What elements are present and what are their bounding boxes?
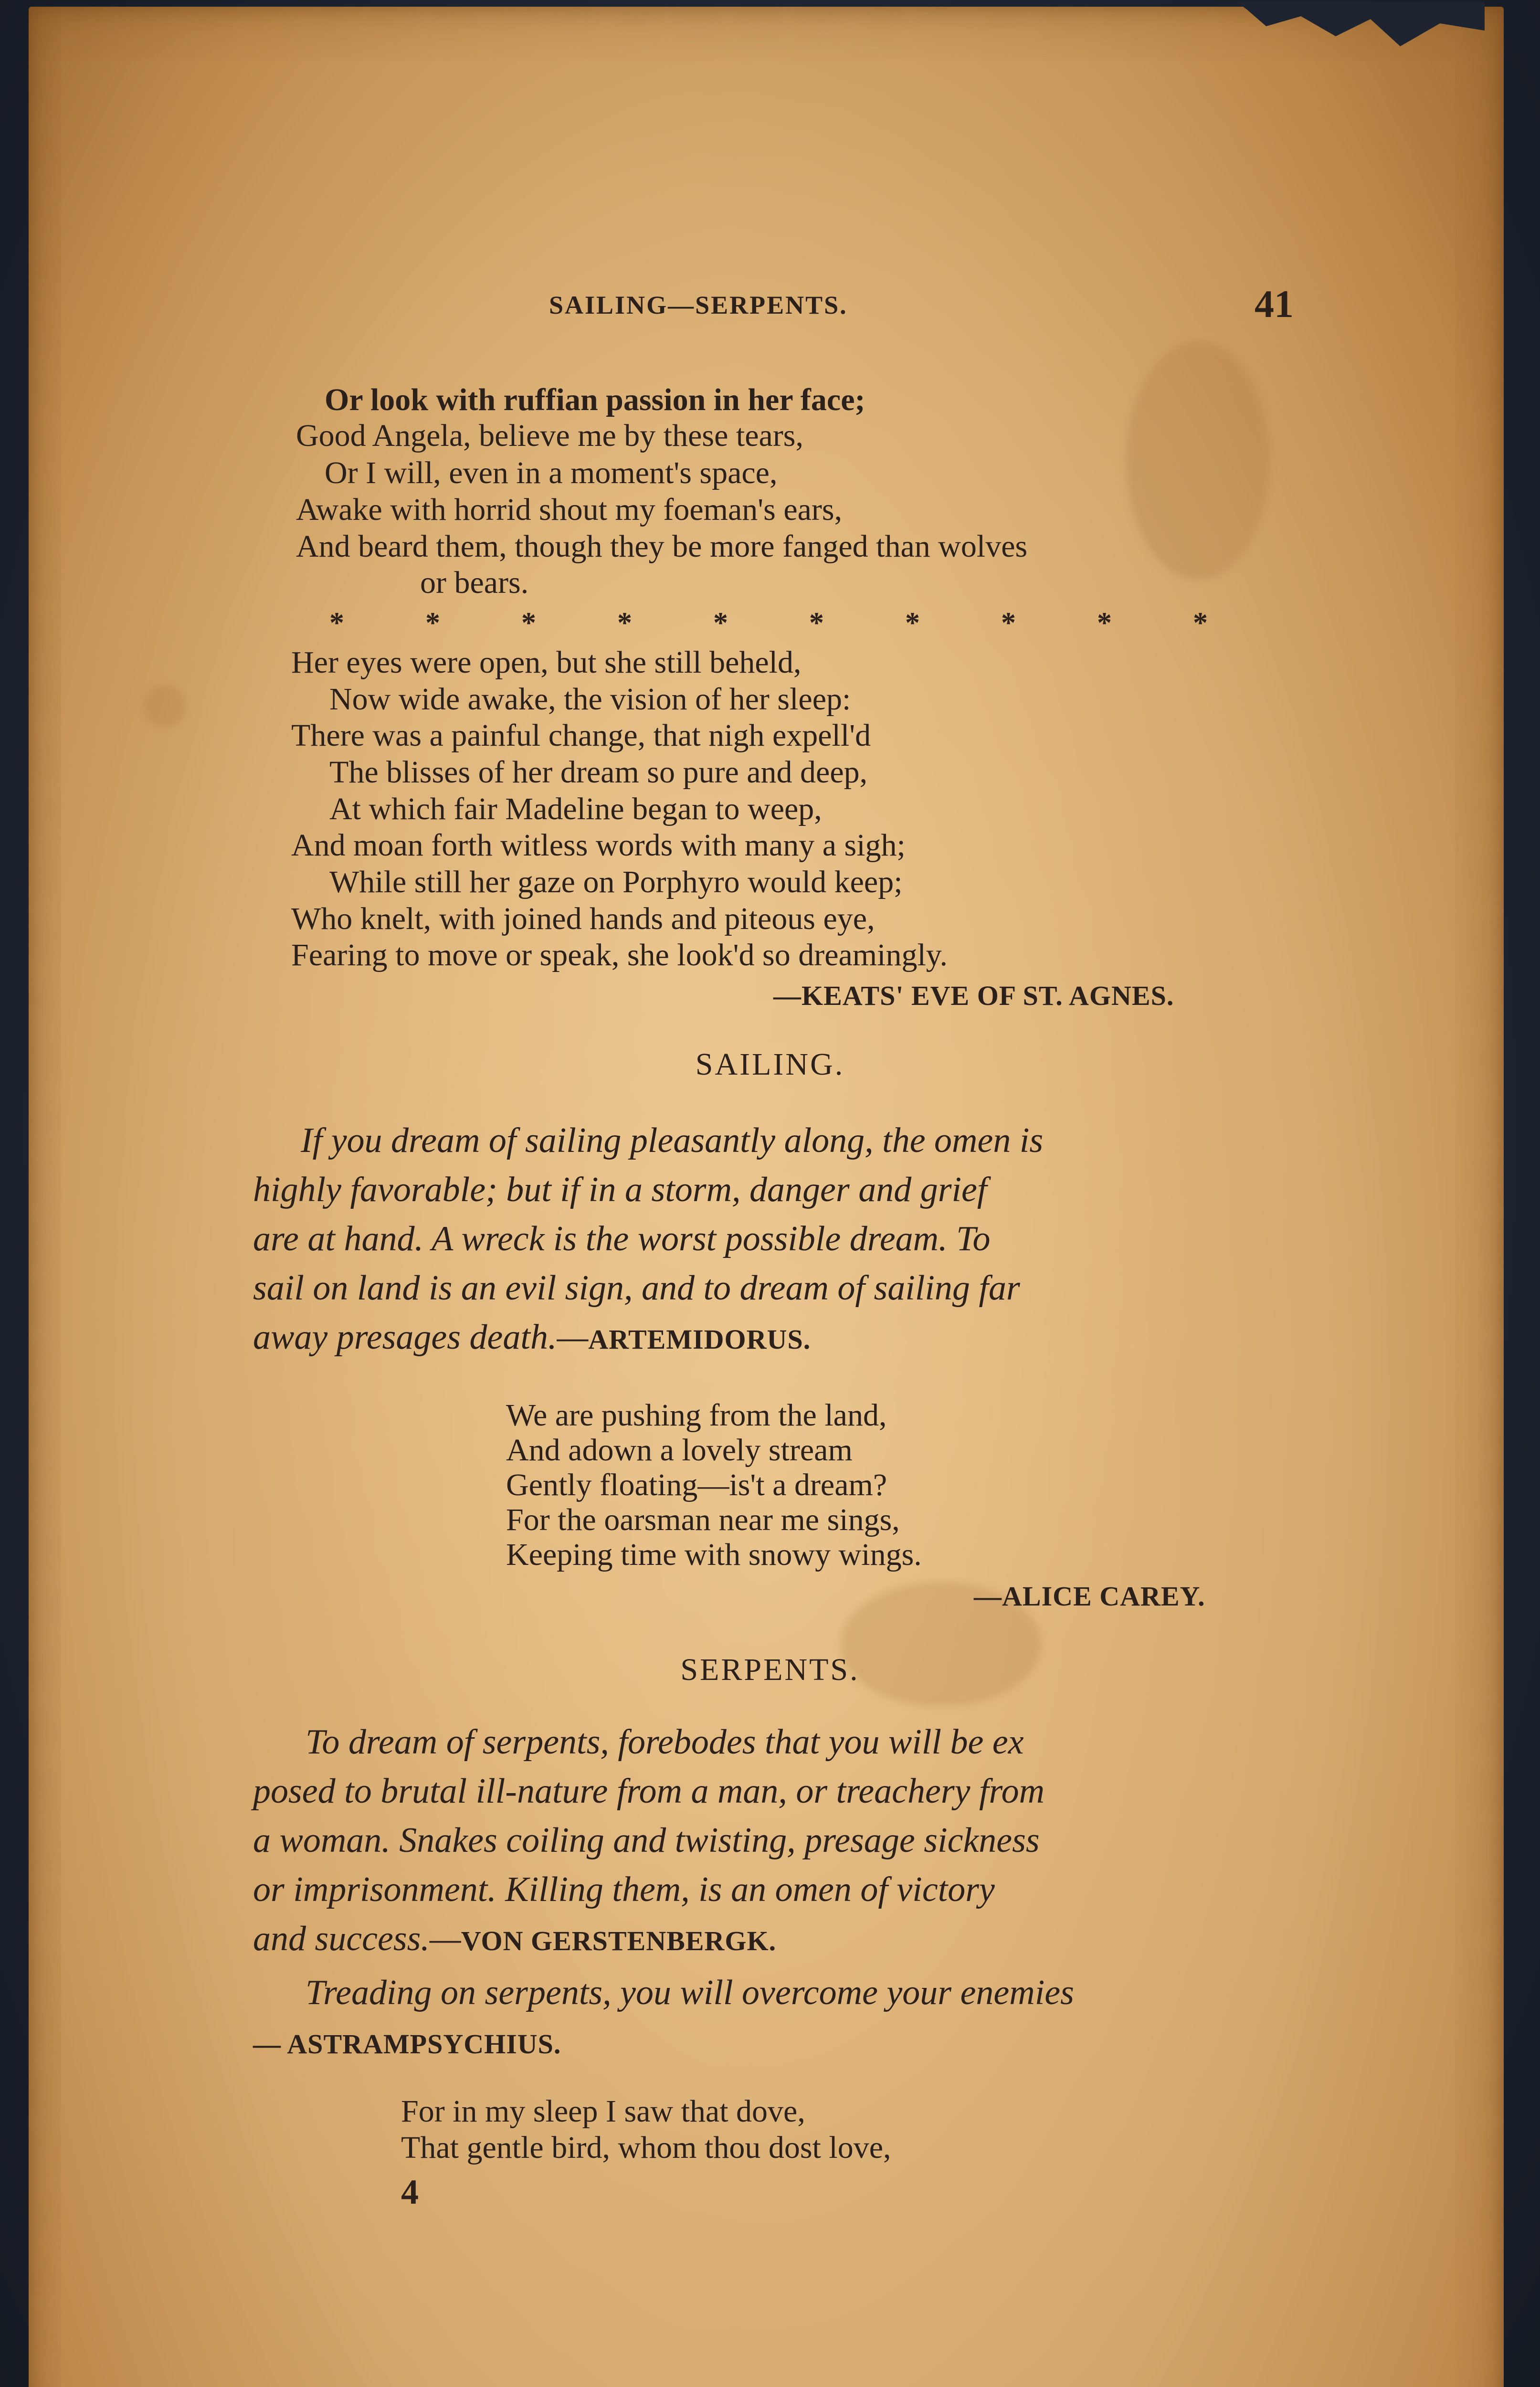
poem-line: Fearing to move or speak, she look'd so dreamingly.	[291, 940, 948, 971]
asterisk: *	[1001, 606, 1016, 640]
section-title-sailing: SAILING.	[0, 1046, 1540, 1083]
prose-line: sail on land is an evil sign, and to dream of sailing far	[253, 1270, 1020, 1306]
author-name: — ASTRAMPSYCHIUS.	[253, 2028, 561, 2060]
asterisk: *	[617, 606, 632, 640]
section-title-serpents: SERPENTS.	[0, 1652, 1540, 1688]
poem-line: And beard them, though they be more fanged than wolves	[296, 531, 1027, 562]
prose-line: To dream of serpents, forebodes that you will be ex	[306, 1724, 1024, 1760]
poem-line: For the oarsman near me sings,	[506, 1504, 900, 1536]
poem-line: Keeping time with snowy wings.	[506, 1539, 922, 1571]
author-name: VON GERSTENBERGK.	[461, 1925, 776, 1956]
prose-line: or imprisonment. Killing them, is an omen of victory	[253, 1872, 995, 1907]
asterisk: *	[521, 606, 536, 640]
poem-line: While still her gaze on Porphyro would keep;	[329, 866, 903, 898]
poem-line: Who knelt, with joined hands and piteous eye,	[291, 903, 875, 935]
poem-line: Her eyes were open, but she still beheld,	[291, 647, 802, 678]
asterisk: *	[809, 606, 824, 640]
carey-attribution: —ALICE CAREY.	[974, 1580, 1205, 1612]
signature-mark: 4	[401, 2172, 419, 2213]
poem-line: At which fair Madeline began to weep,	[329, 793, 822, 825]
poem-line: Good Angela, believe me by these tears,	[296, 420, 803, 452]
asterisk: *	[1097, 606, 1112, 640]
prose-line: Treading on serpents, you will overcome your enemies	[306, 1975, 1074, 2010]
author-name: ARTEMIDORUS.	[588, 1324, 811, 1355]
poem-line: We are pushing from the land,	[506, 1400, 886, 1431]
page-number: 41	[1255, 282, 1294, 327]
poem-line: And adown a lovely stream	[506, 1435, 853, 1466]
running-head: SAILING—SERPENTS.	[549, 290, 848, 320]
asterisk: *	[329, 606, 344, 640]
poem-line: There was a painful change, that nigh expell'd	[291, 720, 871, 751]
poem-line: The blisses of her dream so pure and deep,	[329, 757, 867, 788]
poem-line: Now wide awake, the vision of her sleep:	[329, 684, 851, 715]
poem-line: or bears.	[420, 567, 528, 599]
prose-line: posed to brutal ill-nature from a man, or treachery from	[253, 1774, 1044, 1809]
asterisk: *	[1193, 606, 1208, 640]
poem-line: Gently floating—is't a dream?	[506, 1469, 887, 1501]
asterisk: *	[425, 606, 440, 640]
prose-line: If you dream of sailing pleasantly along, the omen is	[301, 1123, 1043, 1158]
asterisk: *	[713, 606, 728, 640]
poem-line: Or look with ruffian passion in her face;	[325, 384, 865, 416]
poem-line: Or I will, even in a moment's space,	[325, 457, 777, 489]
asterisk: *	[905, 606, 920, 640]
poem-line: That gentle bird, whom thou dost love,	[401, 2132, 891, 2164]
keats-attribution: —KEATS' EVE OF ST. AGNES.	[773, 980, 1174, 1012]
poem-line: For in my sleep I saw that dove,	[401, 2096, 805, 2127]
prose-text: away presages death.—	[253, 1318, 588, 1357]
prose-text: and success.—	[253, 1919, 461, 1958]
prose-line: are at hand. A wreck is the worst possible dream. To	[253, 1221, 990, 1257]
poem-line: And moan forth witless words with many a sigh;	[291, 830, 906, 861]
poem-line: Awake with horrid shout my foeman's ears,	[296, 494, 842, 526]
prose-line: highly favorable; but if in a storm, danger and grief	[253, 1172, 987, 1207]
prose-line: a woman. Snakes coiling and twisting, presage sickness	[253, 1823, 1040, 1858]
